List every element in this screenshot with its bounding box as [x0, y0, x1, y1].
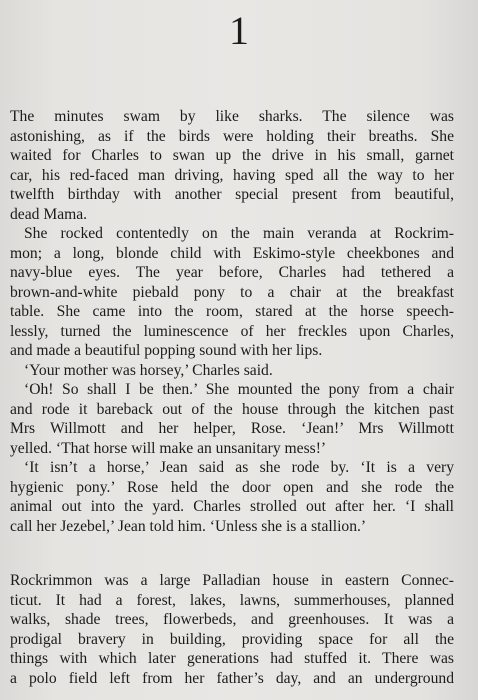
text-line: astonishing, as if the birds were holding their breaths. She	[10, 127, 454, 145]
text-line: table. She came into the room, stared at the horse speech-	[10, 303, 454, 320]
text-line: yelled. ‘That horse will make an unsanitary mess!’	[10, 439, 327, 457]
section-1-text	[10, 107, 454, 536]
text-line: ‘Your mother was horsey,’ Charles said.	[24, 361, 273, 379]
chapter-number: 1	[229, 8, 249, 53]
text-line: The minutes swam by like sharks. The silence was	[10, 108, 454, 125]
text-line: walks, shade trees, flowerbeds, and greenhouses. It was a	[10, 611, 454, 628]
text-line: Rockrimmon was a large Palladian house in eastern Connec-	[10, 572, 454, 589]
text-line: prodigal bravery in building, providing space for all the	[10, 630, 454, 648]
text-line: lessly, turned the luminescence of her freckles upon Charles,	[10, 322, 454, 340]
text-line: dead Mama.	[10, 205, 88, 223]
text-line: and rode it bareback out of the house through the kitchen past	[10, 400, 454, 418]
text-line: call her Jezebel,’ Jean told him. ‘Unless she is a stallion.’	[10, 517, 367, 535]
text-line: car, his red-faced man driving, having sped all the way to her	[10, 166, 454, 184]
text-line: navy-blue eyes. The year before, Charles had tethered a	[10, 264, 454, 281]
text-line: things with which later generations had stuffed it. There was	[10, 650, 454, 667]
text-line: and made a beautiful popping sound with her lips.	[10, 342, 323, 359]
text-line: a polo field left from her father’s day, and an underground	[10, 669, 454, 687]
text-line: animal out into the yard. Charles strolled out after her. ‘I shall	[10, 498, 454, 515]
text-line: waited for Charles to swan up the drive in his small, garnet	[10, 147, 454, 164]
text-line: ‘Oh! So shall I be then.’ She mounted the pony from a chair	[24, 381, 454, 398]
text-line: hygienic pony.’ Rose held the door open and she rode the	[10, 478, 454, 496]
text-line: She rocked contentedly on the main veranda at Rockrim-	[24, 225, 454, 242]
text-line: ticut. It had a forest, lakes, lawns, summerhouses, planned	[10, 591, 454, 609]
text-line: ‘It isn’t a horse,’ Jean said as she rode by. ‘It is a very	[24, 459, 454, 476]
text-line: mon; a long, blonde child with Eskimo-style cheekbones and	[10, 244, 454, 262]
section-2-text	[10, 571, 454, 688]
text-line: Mrs Willmott and her helper, Rose. ‘Jean!’ Mrs Willmott	[10, 420, 454, 437]
text-line: brown-and-white piebald pony to a chair at the breakfast	[10, 283, 454, 301]
text-line: twelfth birthday with another special present from beautiful,	[10, 186, 454, 203]
